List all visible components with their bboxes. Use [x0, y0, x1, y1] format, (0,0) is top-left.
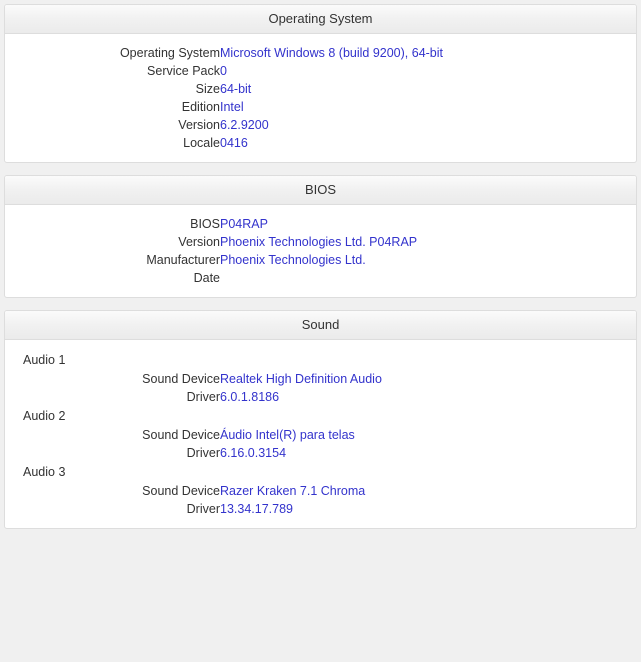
table-row [5, 233, 636, 251]
row-label: BIOS [190, 217, 220, 231]
row-label: Driver [186, 446, 220, 460]
table-row [5, 62, 636, 80]
row-value: 13.34.17.789 [220, 502, 293, 516]
row-label: Size [195, 82, 220, 96]
row-label: Locale [183, 136, 220, 150]
row-label: Manufacturer [146, 253, 220, 267]
table-audio-2 [5, 426, 636, 462]
row-value: Phoenix Technologies Ltd. P04RAP [220, 235, 418, 249]
panel-bios [4, 175, 637, 298]
panel-body-bios [5, 205, 636, 297]
panel-header-sound: Sound [5, 311, 636, 340]
table-row [5, 98, 636, 116]
table-row [5, 444, 636, 462]
row-value: 0 [220, 64, 227, 78]
row-value: Intel [220, 100, 244, 114]
row-label: Driver [186, 502, 220, 516]
row-label: Sound Device [142, 484, 220, 498]
row-label: Operating System [119, 46, 220, 60]
row-label: Sound Device [142, 372, 220, 386]
table-row [5, 134, 636, 152]
row-value: 6.0.1.8186 [220, 390, 280, 404]
row-label: Date [193, 271, 220, 285]
panel-body-sound [5, 340, 636, 528]
group-label-audio-3: Audio 3 [23, 465, 66, 479]
group-label-audio-1: Audio 1 [23, 353, 66, 367]
table-row [5, 370, 636, 388]
table-row [5, 251, 636, 269]
row-value [220, 269, 636, 287]
row-label: Version [178, 118, 220, 132]
panel-operating-system [4, 4, 637, 163]
table-row [5, 215, 636, 233]
system-info-page [0, 4, 641, 529]
row-value: Áudio Intel(R) para telas [220, 428, 355, 442]
group-label-audio-2: Audio 2 [23, 409, 66, 423]
table-row [5, 269, 636, 287]
row-label: Version [178, 235, 220, 249]
panel-body-operating-system [5, 34, 636, 162]
row-value: 0416 [220, 136, 248, 150]
row-value: 6.16.0.3154 [220, 446, 287, 460]
row-value: Realtek High Definition Audio [220, 372, 382, 386]
row-label: Driver [186, 390, 220, 404]
row-value: P04RAP [220, 217, 268, 231]
table-operating-system [5, 44, 636, 152]
row-value: Phoenix Technologies Ltd. [220, 253, 366, 267]
table-bios [5, 215, 636, 287]
panel-header-operating-system: Operating System [5, 5, 636, 34]
row-value: 64-bit [220, 82, 252, 96]
panel-sound [4, 310, 637, 529]
table-row [5, 80, 636, 98]
row-label: Service Pack [147, 64, 220, 78]
table-audio-3 [5, 482, 636, 518]
table-row [5, 482, 636, 500]
table-audio-1 [5, 370, 636, 406]
row-value: Razer Kraken 7.1 Chroma [220, 484, 366, 498]
row-label: Sound Device [142, 428, 220, 442]
table-row [5, 388, 636, 406]
table-row [5, 44, 636, 62]
row-value: Microsoft Windows 8 (build 9200), 64-bit [220, 46, 444, 60]
panel-header-bios: BIOS [5, 176, 636, 205]
table-row [5, 500, 636, 518]
row-value: 6.2.9200 [220, 118, 269, 132]
table-row [5, 116, 636, 134]
table-row [5, 426, 636, 444]
row-label: Edition [181, 100, 220, 114]
